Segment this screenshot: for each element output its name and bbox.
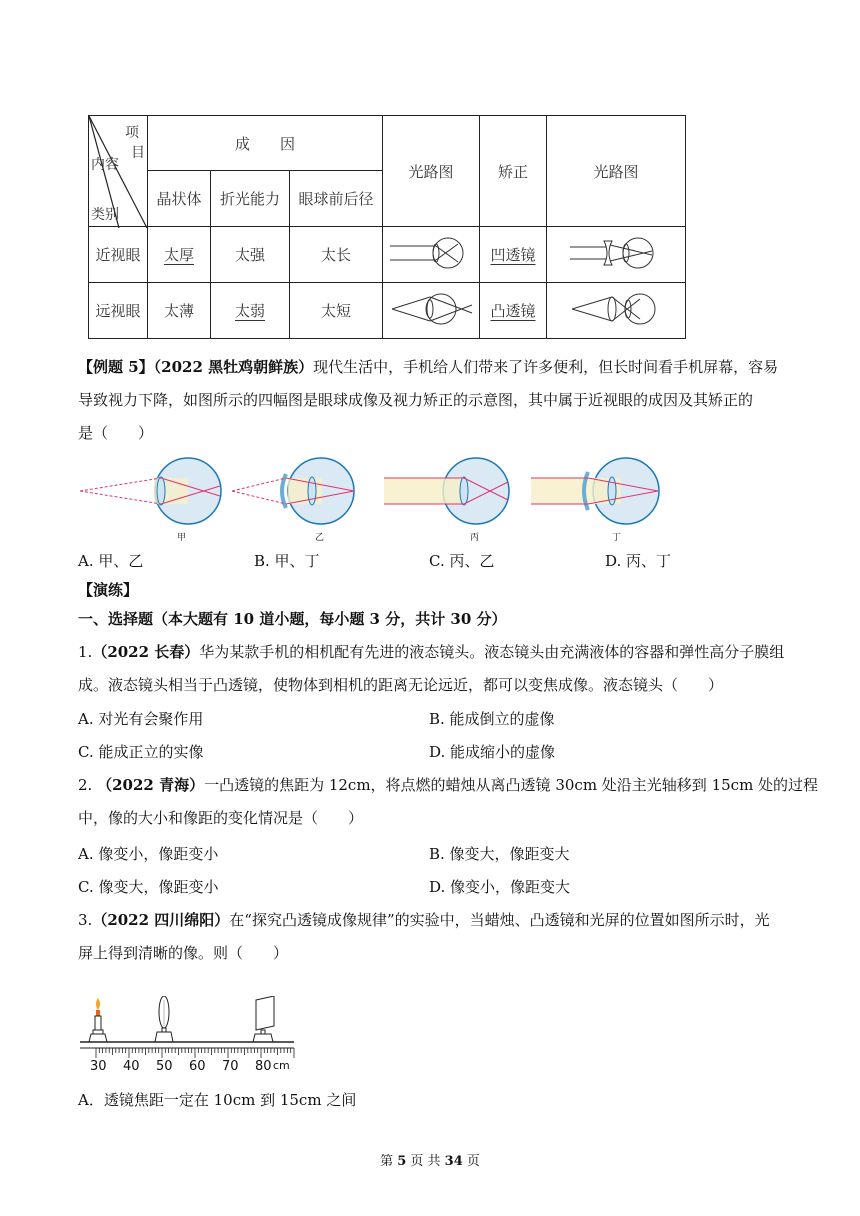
ruler-label-70: 70 xyxy=(222,1059,239,1074)
q1-option-a: A. 对光有会聚作用 xyxy=(78,710,204,728)
example5-line2: 导致视力下降，如图所示的四幅图是眼球成像及视力矫正的示意图，其中属于近视眼的成因及其矫正的 xyxy=(78,391,754,409)
corner-label-item: 项 xyxy=(125,125,139,141)
cell-fix: 凹透镜 xyxy=(490,246,536,264)
corner-label-item2: 目 xyxy=(131,145,145,161)
q2-line1 xyxy=(78,775,818,795)
q1-number: 1. xyxy=(78,643,93,661)
table-corner-cell xyxy=(89,116,148,227)
ruler-label-40: 40 xyxy=(123,1059,140,1074)
caption-jia: 甲 xyxy=(177,533,187,543)
myopia-light-path-diagram xyxy=(383,227,480,283)
example5-option-c: C. 丙、乙 xyxy=(429,552,495,570)
q2-line2: 中，像的大小和像距的变化情况是（ ） xyxy=(78,809,364,827)
header-refraction: 折光能力 xyxy=(211,171,290,227)
q2-option-d: D. 像变小，像距变大 xyxy=(429,878,571,896)
cell-depth: 太长 xyxy=(290,227,383,283)
ruler-unit: cm xyxy=(273,1059,290,1072)
header-light-path-2: 光路图 xyxy=(547,116,686,227)
caption-ding: 丁 xyxy=(612,533,622,543)
eye-figure-bing xyxy=(384,458,509,524)
caption-yi: 乙 xyxy=(315,533,325,543)
q3-text-1: 在“探究凸透镜成像规律”的实验中，当蜡烛、凸透镜和光屏的位置如图所示时，光 xyxy=(229,911,770,929)
footer-post: 页 xyxy=(462,1154,480,1169)
convex-lens-icon xyxy=(155,996,173,1042)
eye-figure-yi xyxy=(232,458,354,524)
ruler-label-30: 30 xyxy=(90,1059,107,1074)
q1-line1 xyxy=(78,642,784,662)
q1-text-1: 华为某款手机的相机配有先进的液态镜头。液态镜头由充满液体的容器和弹性高分子膜组 xyxy=(199,643,785,661)
q3-line1 xyxy=(78,910,770,930)
cell-depth: 太短 xyxy=(290,283,383,339)
practice-heading: 【演练】 xyxy=(78,581,139,599)
header-cause: 成 因 xyxy=(148,116,383,171)
table-row xyxy=(89,227,686,283)
row-type: 近视眼 xyxy=(89,227,148,283)
q2-number: 2. xyxy=(78,776,98,794)
eye-figure-ding xyxy=(531,458,659,524)
example-text-1: 现代生活中，手机给人们带来了许多便利，但长时间看手机屏幕，容易 xyxy=(313,358,779,376)
row-type: 远视眼 xyxy=(89,283,148,339)
cell-fix: 凸透镜 xyxy=(490,302,536,320)
eye-figure-jia xyxy=(80,458,221,524)
myopia-corrected-diagram xyxy=(547,227,686,283)
q2-option-c: C. 像变大，像距变小 xyxy=(78,878,219,896)
cell-lens: 太薄 xyxy=(148,283,211,339)
page-footer xyxy=(0,1150,860,1169)
eye-figures xyxy=(76,456,676,546)
light-screen-icon xyxy=(253,996,274,1042)
q2-text-1: 一凸透镜的焦距为 12cm，将点燃的蜡烛从离凸透镜 30cm 处沿主光轴移到 15cm 处的过程 xyxy=(204,776,819,794)
q1-option-b: B. 能成倒立的虚像 xyxy=(429,710,555,728)
q1-option-c: C. 能成正立的实像 xyxy=(78,743,204,761)
q2-option-a: A. 像变小，像距变小 xyxy=(78,845,219,863)
header-eye-depth: 眼球前后径 xyxy=(290,171,383,227)
example5-option-a: A. 甲、乙 xyxy=(78,552,144,570)
ruler-label-80: 80 xyxy=(255,1059,272,1074)
ruler-ticks xyxy=(96,1048,294,1058)
q3-number: 3. xyxy=(78,911,93,929)
cell-power: 太弱 xyxy=(234,302,265,320)
example5-option-b: B. 甲、丁 xyxy=(254,552,320,570)
eye-defect-table xyxy=(88,115,686,339)
example-source: （2022 黑牡鸡朝鲜族） xyxy=(153,358,314,376)
header-correction: 矫正 xyxy=(480,116,547,227)
header-lens-body: 晶状体 xyxy=(148,171,211,227)
hyperopia-light-path-diagram xyxy=(383,283,480,339)
q3-option-a: A．透镜焦距一定在 10cm 到 15cm 之间 xyxy=(78,1091,357,1109)
q2-option-b: B. 像变大，像距变大 xyxy=(429,845,570,863)
q1-line2: 成。液态镜头相当于凸透镜，使物体到相机的距离无论远近，都可以变焦成像。液态镜头（ ） xyxy=(78,676,724,694)
hyperopia-corrected-diagram xyxy=(547,283,686,339)
q1-option-d: D. 能成缩小的虚像 xyxy=(429,743,556,761)
corner-label-content: 内容 xyxy=(91,157,119,173)
example5-line3: 是（ ） xyxy=(78,424,154,442)
section-heading: 一、选择题（本大题有 10 道小题，每小题 3 分，共计 30 分） xyxy=(78,610,507,628)
caption-bing: 丙 xyxy=(470,533,480,543)
footer-total-pages: 34 xyxy=(444,1154,463,1169)
table-row xyxy=(89,283,686,339)
q3-source: （2022 四川绵阳） xyxy=(92,911,230,929)
ruler-label-50: 50 xyxy=(156,1059,173,1074)
header-light-path: 光路图 xyxy=(383,116,480,227)
example5-option-d: D. 丙、丁 xyxy=(605,552,672,570)
candle-icon xyxy=(89,998,107,1042)
example-label: 【例题 5】 xyxy=(78,358,154,376)
cell-lens: 太厚 xyxy=(163,246,194,264)
corner-label-category: 类别 xyxy=(91,207,119,223)
example5-line1 xyxy=(78,357,778,377)
footer-mid: 页 共 xyxy=(406,1154,445,1169)
footer-page-number: 5 xyxy=(397,1154,407,1169)
cell-power: 太强 xyxy=(211,227,290,283)
ruler-label-60: 60 xyxy=(189,1059,206,1074)
footer-pre: 第 xyxy=(380,1154,398,1169)
q2-source: （2022 青海） xyxy=(97,776,205,794)
q1-source: （2022 长春） xyxy=(92,643,200,661)
q3-line2: 屏上得到清晰的像。则（ ） xyxy=(78,944,289,962)
